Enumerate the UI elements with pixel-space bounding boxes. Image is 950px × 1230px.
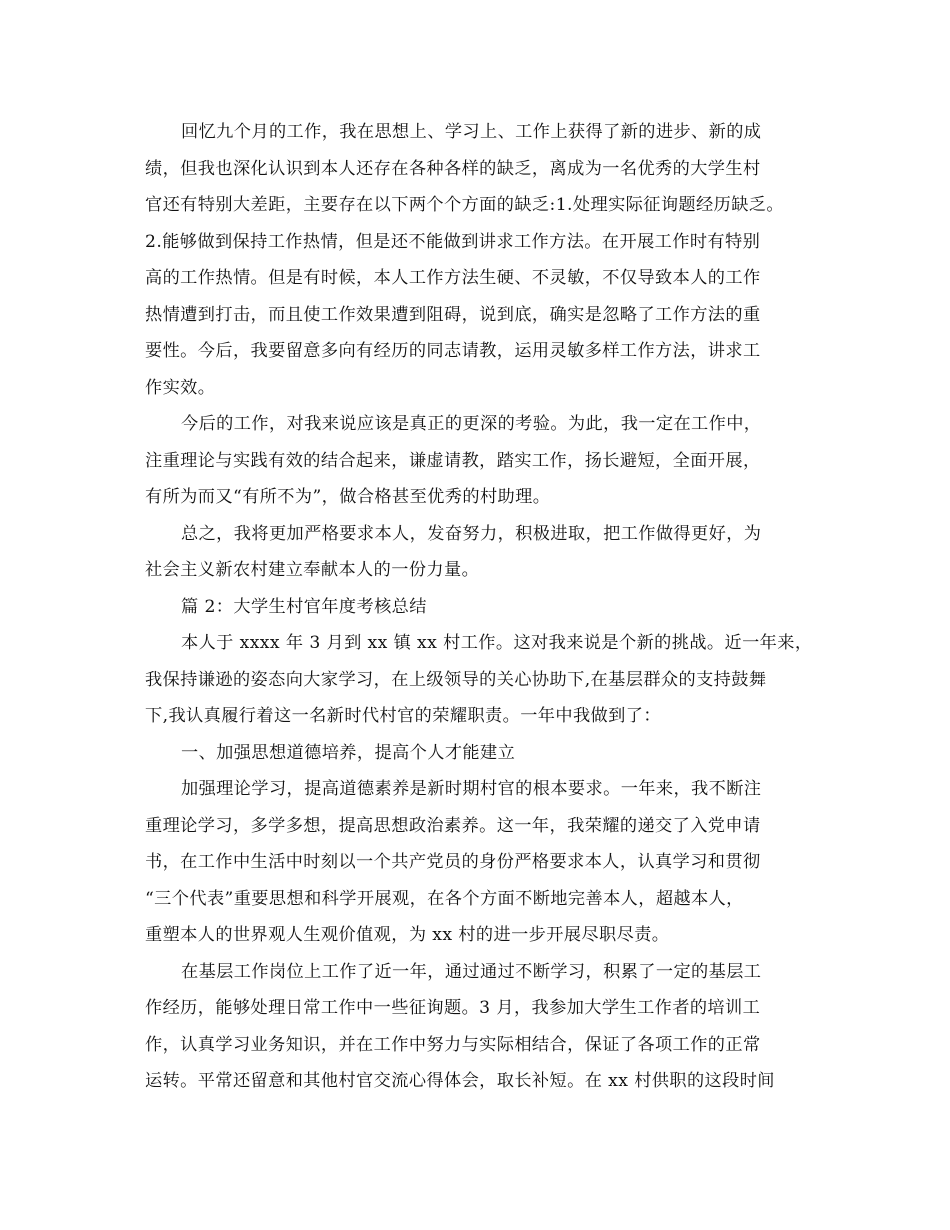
text-line: 回忆九个月的工作，我在思想上、学习上、工作上获得了新的进步、新的成: [181, 122, 762, 142]
text-line: 加强理论学习，提高道德素养是新时期村官的根本要求。一年来，我不断注: [181, 779, 762, 799]
text-line: 在基层工作岗位上工作了近一年，通过通过不断学习，积累了一定的基层工: [181, 961, 762, 982]
text-line: 本人于 xxxx 年 3 月到 xx 镇 xx 村工作。这对我来说是个新的挑战。近一年来，: [181, 633, 813, 653]
text-line: 高的工作热情。但是有时候，本人工作方法生硬、不灵敏，不仅导致本人的工作: [145, 268, 761, 288]
text-line: 社会主义新农村建立奉献本人的一份力量。: [145, 560, 480, 580]
text-line: 今后的工作，对我来说应该是真正的更深的考验。为此，我一定在工作中，: [181, 414, 762, 434]
text-line: 篇 2：大学生村官年度考核总结: [181, 596, 427, 617]
text-line: 书，在工作中生活中时刻以一个共产党员的身份严格要求本人，认真学习和贯彻: [145, 852, 761, 872]
text-line: 要性。今后，我要留意多向有经历的同志请教，运用灵敏多样工作方法，讲求工: [145, 341, 761, 361]
text-line: 作经历，能够处理日常工作中一些征询题。3 月，我参加大学生工作者的培训工: [145, 998, 761, 1018]
text-line: 有所为而又“有所不为”，做合格甚至优秀的村助理。: [145, 487, 551, 507]
text-line: 官还有特别大差距，主要存在以下两个个方面的缺乏:1.处理实际征询题经历缺乏。: [145, 195, 784, 215]
text-line: 重理论学习，多学多想，提高思想政治素养。这一年，我荣耀的递交了入党申请: [145, 815, 761, 836]
text-line: “三个代表”重要思想和科学开展观，在各个方面不断地完善本人，超越本人，: [145, 888, 744, 909]
text-line: 下,我认真履行着这一名新时代村官的荣耀职责。一年中我做到了：: [145, 706, 661, 726]
text-line: 热情遭到打击，而且使工作效果遭到阻碍，说到底，确实是忽略了工作方法的重: [145, 304, 761, 325]
text-line: 作，认真学习业务知识，并在工作中努力与实际相结合，保证了各项工作的正常: [145, 1034, 761, 1055]
text-line: 2.能够做到保持工作热情，但是还不能做到讲求工作方法。在开展工作时有特别: [145, 231, 761, 252]
text-line: 绩，但我也深化认识到本人还存在各种各样的缺乏，离成为一名优秀的大学生村: [145, 158, 761, 179]
text-line: 重塑本人的世界观人生观价值观，为 xx 村的进一步开展尽职尽责。: [145, 925, 670, 945]
text-line: 一、加强思想道德培养，提高个人才能建立: [181, 742, 516, 763]
text-line: 总之，我将更加严格要求本人，发奋努力，积极进取，把工作做得更好，为: [181, 523, 762, 544]
document-body: [145, 114, 825, 1100]
text-line: 我保持谦逊的姿态向大家学习，在上级领导的关心协助下,在基层群众的支持鼓舞: [145, 669, 767, 690]
text-line: 注重理论与实践有效的结合起来，谦虚请教，踏实工作，扬长避短，全面开展，: [145, 450, 761, 471]
text-line: 运转。平常还留意和其他村官交流心得体会，取长补短。在 xx 村供职的这段时间: [145, 1071, 775, 1091]
text-line: 作实效。: [145, 377, 216, 398]
